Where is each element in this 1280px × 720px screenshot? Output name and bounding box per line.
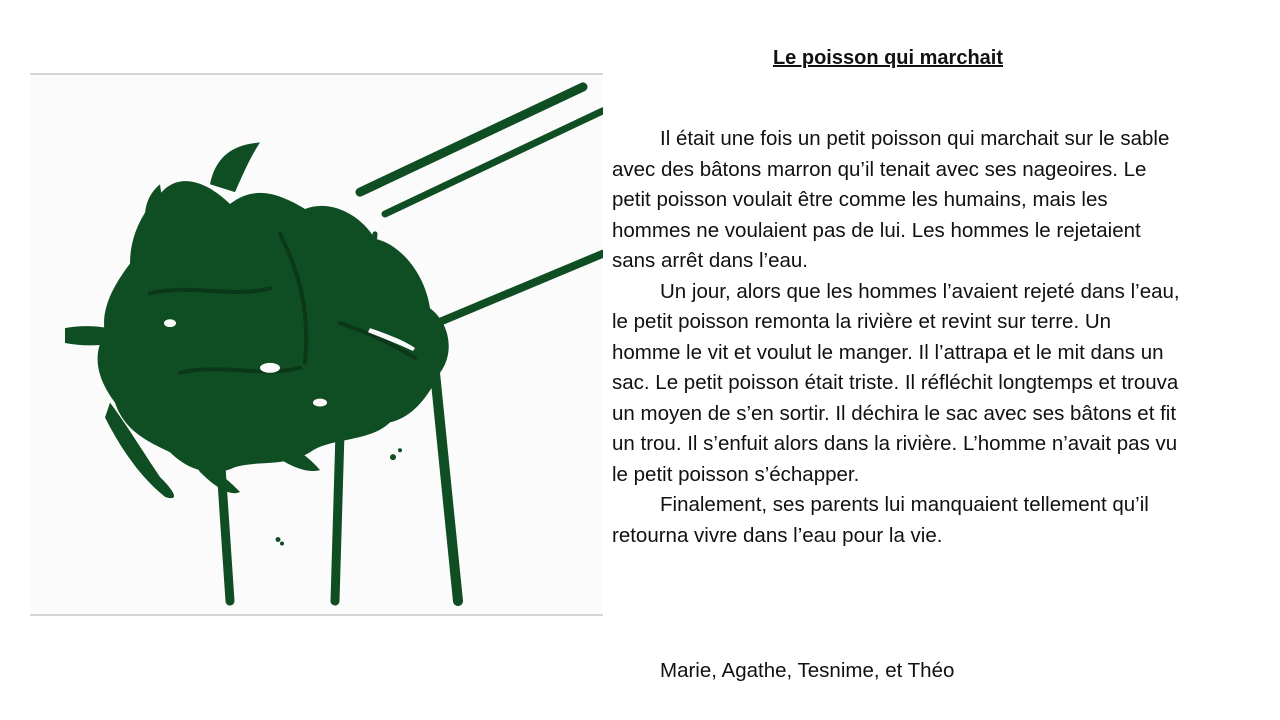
story-title: Le poisson qui marchait: [772, 47, 1004, 69]
story-paragraph-3: Finalement, ses parents lui manquaient tellement qu’il retourna vivre dans l’eau pour la vie.: [612, 493, 1149, 547]
story-text: [612, 124, 1182, 551]
story-paragraph-1: Il était une fois un petit poisson qui marchait sur le sable avec des bâtons marron qu’il tenait avec ses nageoires. Le petit poisson voulait être comme les humains, mais les hommes ne voulaient pas de lui. Les hommes le rejetaient sans arrêt dans l’eau.: [612, 127, 1170, 272]
green-ink-blot-image: [30, 75, 603, 614]
authors-signature: Marie, Agathe, Tesnime, et Théo: [660, 659, 955, 682]
ink-fish-illustration: [30, 73, 603, 616]
story-paragraph-2: Un jour, alors que les hommes l’avaient rejeté dans l’eau, le petit poisson remonta la rivière et revint sur terre. Un homme le vit et voulut le manger. Il l’attrapa et le mit dans un sac. Le petit poisson était triste. Il réfléchit longtemps et trouva un moyen de s’en sortir. Il déchira le sac avec ses bâtons et fit un trou. Il s’enfuit alors dans la rivière. L’homme n’avait pas vu le petit poisson s’échapper.: [612, 279, 1180, 486]
